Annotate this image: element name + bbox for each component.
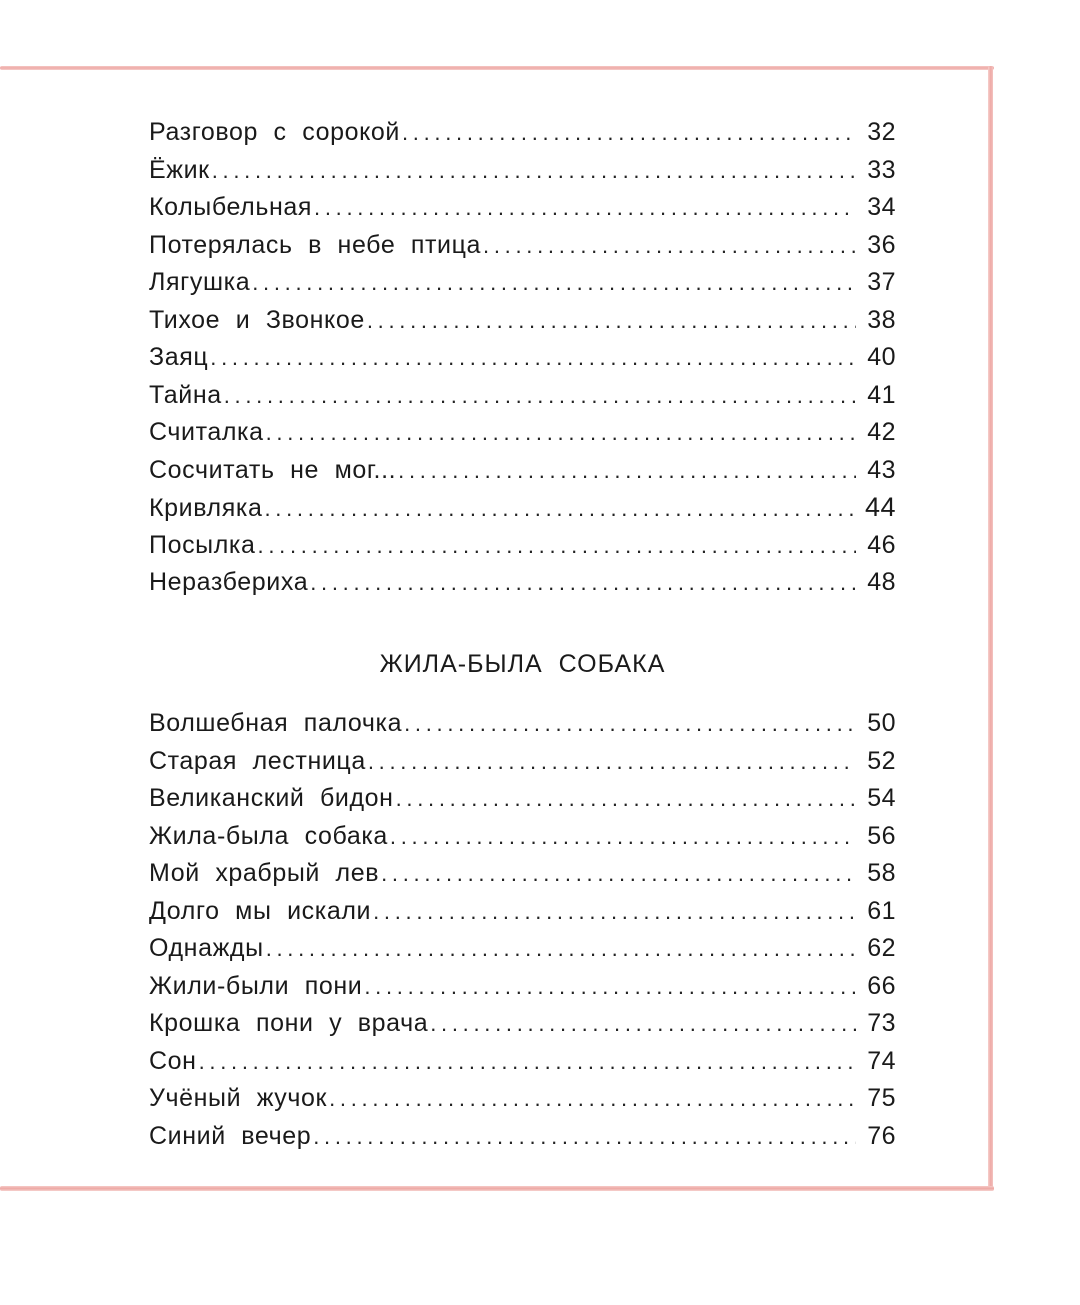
toc-entry — [149, 189, 896, 227]
toc-entry-page: 48 — [867, 568, 896, 596]
toc-entry-page: 46 — [867, 530, 896, 559]
toc-entry-page: 58 — [867, 859, 896, 887]
toc-leader-dots — [390, 818, 856, 856]
toc-leader-dots — [210, 339, 856, 377]
toc-entry — [149, 1118, 896, 1156]
toc-leader-dots — [266, 930, 856, 968]
toc-leader-dots — [404, 705, 856, 743]
toc-entry-page: 52 — [867, 746, 896, 775]
toc-entry — [149, 114, 896, 152]
toc-entry-page: 38 — [867, 305, 896, 334]
toc-entry — [149, 227, 896, 265]
toc-entry-title: Жили-были пони — [149, 971, 363, 1000]
toc-leader-dots — [367, 302, 856, 340]
toc-entry-page: 41 — [867, 380, 896, 409]
toc-leader-dots — [329, 1080, 856, 1118]
toc-entry-title: Жила-была собака — [149, 821, 388, 850]
toc-entry-title: Мой храбрый лев — [149, 859, 380, 887]
toc-leader-dots — [483, 227, 856, 265]
toc-entry-page: 66 — [867, 971, 896, 1000]
toc-section-one — [149, 114, 896, 602]
toc-entry — [149, 818, 896, 856]
toc-entry-page: 34 — [867, 193, 896, 221]
toc-entry-page: 73 — [867, 1009, 896, 1037]
toc-leader-dots — [252, 264, 856, 302]
toc-leader-dots — [266, 414, 856, 452]
toc-leader-dots — [224, 377, 856, 415]
toc-entry-title: Колыбельная — [149, 193, 313, 221]
toc-leader-dots — [313, 1118, 856, 1156]
toc-entry-page: 32 — [867, 118, 896, 146]
toc-leader-dots — [314, 189, 856, 227]
toc-entry-page: 37 — [867, 268, 896, 296]
page-frame-right-border — [988, 66, 993, 1190]
toc-entry-title: Разговор с сорокой — [149, 118, 400, 146]
toc-entry-title: Учёный жучок — [149, 1084, 328, 1112]
page-frame-top-border — [0, 66, 994, 70]
toc-entry — [149, 780, 896, 818]
toc-entry-title: Неразбериха — [149, 568, 309, 596]
toc-entry-title: Считалка — [149, 418, 264, 446]
section-heading: ЖИЛА-БЫЛА СОБАКА — [379, 650, 666, 678]
toc-entry-page: 44 — [864, 492, 896, 522]
toc-entry-title: Долго мы искали — [149, 896, 372, 925]
toc-leader-dots — [199, 1043, 856, 1081]
toc-entry-title: Лягушка — [149, 268, 251, 296]
toc-leader-dots — [373, 893, 856, 931]
toc-entry — [149, 930, 896, 968]
toc-leader-dots — [396, 780, 856, 818]
toc-entry-page: 62 — [867, 934, 896, 962]
toc-entry — [149, 855, 896, 893]
toc-entry — [149, 743, 896, 781]
toc-entry-title: Сон — [149, 1046, 197, 1075]
toc-leader-dots — [310, 564, 856, 602]
toc-entry-title: Великанский бидон — [149, 784, 394, 812]
toc-leader-dots — [264, 490, 856, 528]
toc-entry-title: Старая лестница — [149, 746, 366, 775]
toc-entry-title: Тихое и Звонкое — [149, 305, 365, 334]
toc-entry-page: 40 — [867, 343, 896, 371]
toc-leader-dots — [430, 1005, 856, 1043]
toc-leader-dots — [364, 968, 856, 1006]
toc-leader-dots — [368, 743, 856, 781]
toc-entry-title: Потерялась в небе птица — [149, 230, 482, 259]
toc-entry-title: Кривляка — [149, 494, 263, 522]
toc-entry — [149, 377, 896, 415]
toc-entry — [149, 264, 896, 302]
toc-entry-title: Посылка — [149, 530, 256, 559]
toc-leader-dots — [402, 114, 856, 152]
toc-entry-title: Тайна — [149, 380, 222, 409]
toc-entry-title: Ёжик — [149, 155, 210, 184]
toc-entry-page: 43 — [867, 455, 896, 484]
toc-entry — [149, 1043, 896, 1081]
toc-entry-title: Крошка пони у врача — [149, 1009, 429, 1037]
toc-entry — [149, 968, 896, 1006]
toc-leader-dots — [212, 152, 856, 190]
toc-entry-title: Волшебная палочка — [149, 709, 403, 737]
toc-entry-page: 42 — [867, 418, 896, 446]
toc-entry — [149, 414, 896, 452]
toc-leader-dots — [258, 527, 856, 565]
toc-entry — [149, 152, 896, 190]
toc-entry — [149, 705, 896, 743]
toc-entry-page: 54 — [867, 784, 896, 812]
toc-entry-title: Сосчитать не мог... — [149, 455, 397, 484]
toc-entry — [149, 893, 896, 931]
toc-entry-title: Синий вечер — [149, 1121, 312, 1150]
toc-entry — [149, 489, 896, 527]
toc-entry-title: Заяц — [149, 343, 209, 371]
toc-entry — [149, 452, 896, 490]
toc-entry-title: Однажды — [149, 934, 264, 962]
toc-entry-page: 61 — [867, 896, 896, 925]
toc-entry — [149, 1005, 896, 1043]
toc-entry-page: 50 — [867, 709, 896, 737]
toc-leader-dots — [398, 452, 856, 490]
toc-entry-page: 74 — [867, 1046, 896, 1075]
toc-entry-page: 33 — [867, 155, 896, 184]
toc-entry — [149, 302, 896, 340]
toc-entry — [149, 527, 896, 565]
toc-section-two — [149, 705, 896, 1155]
page-frame-bottom-border — [0, 1186, 994, 1191]
toc-entry — [149, 564, 896, 602]
toc-entry-page: 76 — [867, 1121, 896, 1150]
toc-entry-page: 56 — [867, 821, 896, 850]
toc-entry-page: 36 — [867, 230, 896, 259]
toc-entry — [149, 339, 896, 377]
toc-entry — [149, 1080, 896, 1118]
toc-leader-dots — [381, 855, 856, 893]
toc-entry-page: 75 — [867, 1084, 896, 1112]
